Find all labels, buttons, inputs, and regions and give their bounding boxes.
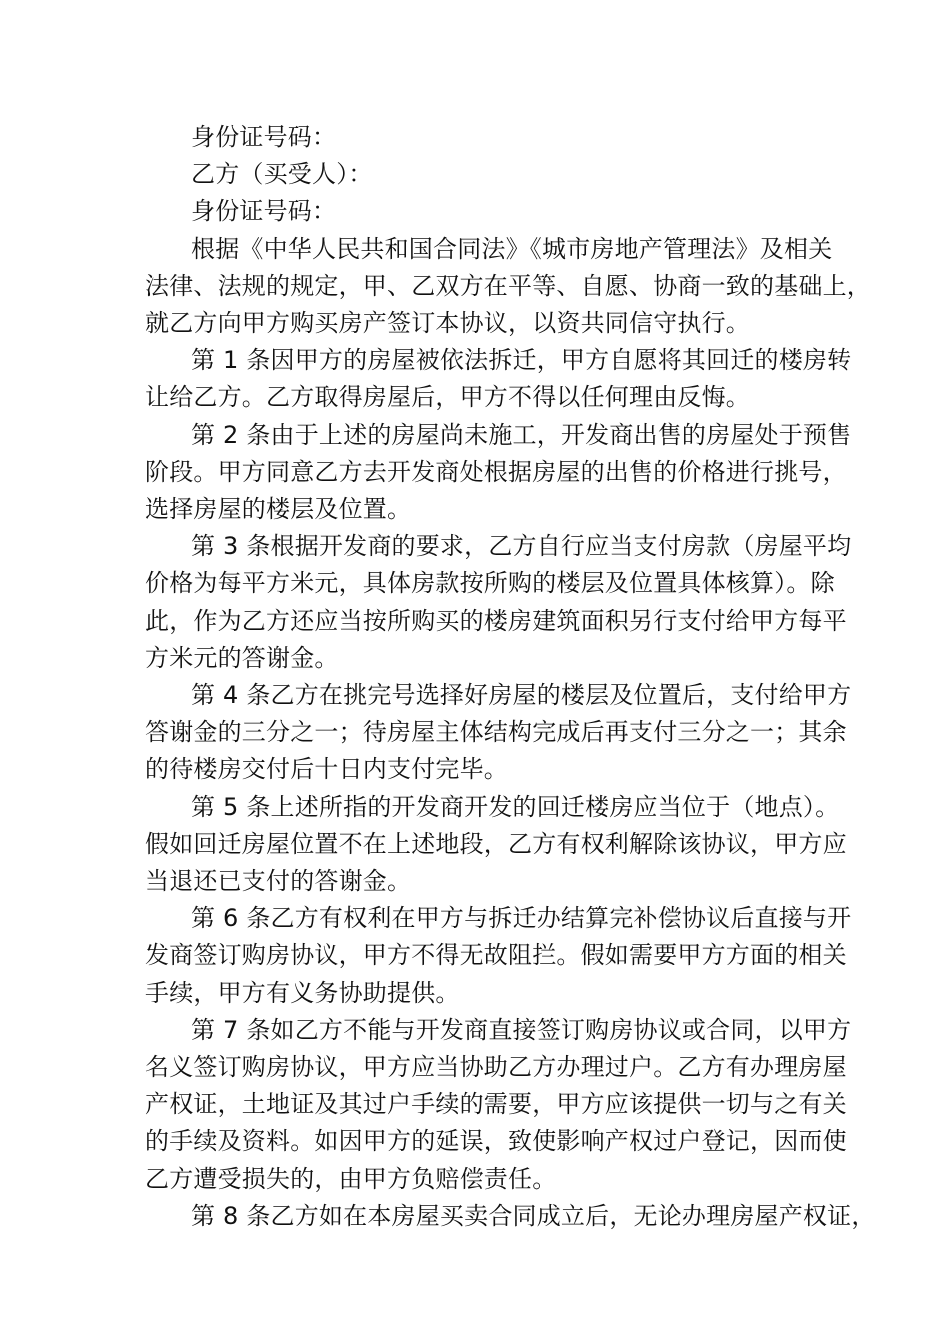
article-3-line: 价格为每平方米元，具体房款按所购的楼层及位置具体核算）。除	[145, 569, 835, 598]
article-2-line: 选择房屋的楼层及位置。	[145, 495, 412, 524]
article-1-line: 让给乙方。乙方取得房屋后，甲方不得以任何理由反悔。	[145, 383, 750, 412]
article-4-line: 答谢金的三分之一；待房屋主体结构完成后再支付三分之一；其余	[145, 718, 847, 747]
article-6-line: 第 6 条乙方有权利在甲方与拆迁办结算完补偿协议后直接与开	[191, 904, 852, 933]
article-2-line: 阶段。甲方同意乙方去开发商处根据房屋的出售的价格进行挑号，	[145, 457, 847, 486]
article-7-line: 产权证，土地证及其过户手续的需要，甲方应该提供一切与之有关	[145, 1090, 847, 1119]
article-8-line: 第 8 条乙方如在本房屋买卖合同成立后，无论办理房屋产权证，	[191, 1201, 876, 1230]
id-number-label-party-a: 身份证号码：	[191, 123, 337, 151]
preamble-line: 法律、法规的规定，甲、乙双方在平等、自愿、协商一致的基础上，	[145, 271, 871, 300]
article-2-line: 第 2 条由于上述的房屋尚未施工，开发商出售的房屋处于预售	[191, 420, 852, 449]
article-5-line: 假如回迁房屋位置不在上述地段，乙方有权利解除该协议，甲方应	[145, 829, 847, 858]
article-3-line: 此，作为乙方还应当按所购买的楼房建筑面积另行支付给甲方每平	[145, 606, 847, 635]
article-7-line: 乙方遭受损失的，由甲方负赔偿责任。	[145, 1164, 557, 1193]
article-3-line: 方米元的答谢金。	[145, 643, 339, 672]
article-5-line: 当退还已支付的答谢金。	[145, 867, 412, 896]
article-7-line: 第 7 条如乙方不能与开发商直接签订购房协议或合同，以甲方	[191, 1015, 852, 1044]
preamble-line: 就乙方向甲方购买房产签订本协议，以资共同信守执行。	[145, 309, 750, 338]
party-b-buyer-label: 乙方（买受人）：	[191, 160, 373, 189]
preamble-line: 根据《中华人民共和国合同法》《城市房地产管理法》及相关	[191, 234, 833, 263]
document-page	[145, 119, 876, 1235]
article-1-line: 第 1 条因甲方的房屋被依法拆迁，甲方自愿将其回迁的楼房转	[191, 346, 852, 375]
article-4-line: 第 4 条乙方在挑完号选择好房屋的楼层及位置后，支付给甲方	[191, 681, 852, 710]
id-number-label-party-b: 身份证号码：	[191, 197, 337, 226]
article-3-line: 第 3 条根据开发商的要求，乙方自行应当支付房款（房屋平均	[191, 532, 852, 561]
article-4-line: 的待楼房交付后十日内支付完毕。	[145, 755, 508, 784]
article-5-line: 第 5 条上述所指的开发商开发的回迁楼房应当位于（地点）。	[191, 792, 840, 821]
article-6-line: 手续，甲方有义务协助提供。	[145, 978, 460, 1007]
article-7-line: 名义签订购房协议，甲方应当协助乙方办理过户。乙方有办理房屋	[145, 1053, 847, 1082]
article-7-line: 的手续及资料。如因甲方的延误，致使影响产权过户登记，因而使	[145, 1127, 847, 1156]
article-6-line: 发商签订购房协议，甲方不得无故阻拦。假如需要甲方方面的相关	[145, 941, 847, 970]
